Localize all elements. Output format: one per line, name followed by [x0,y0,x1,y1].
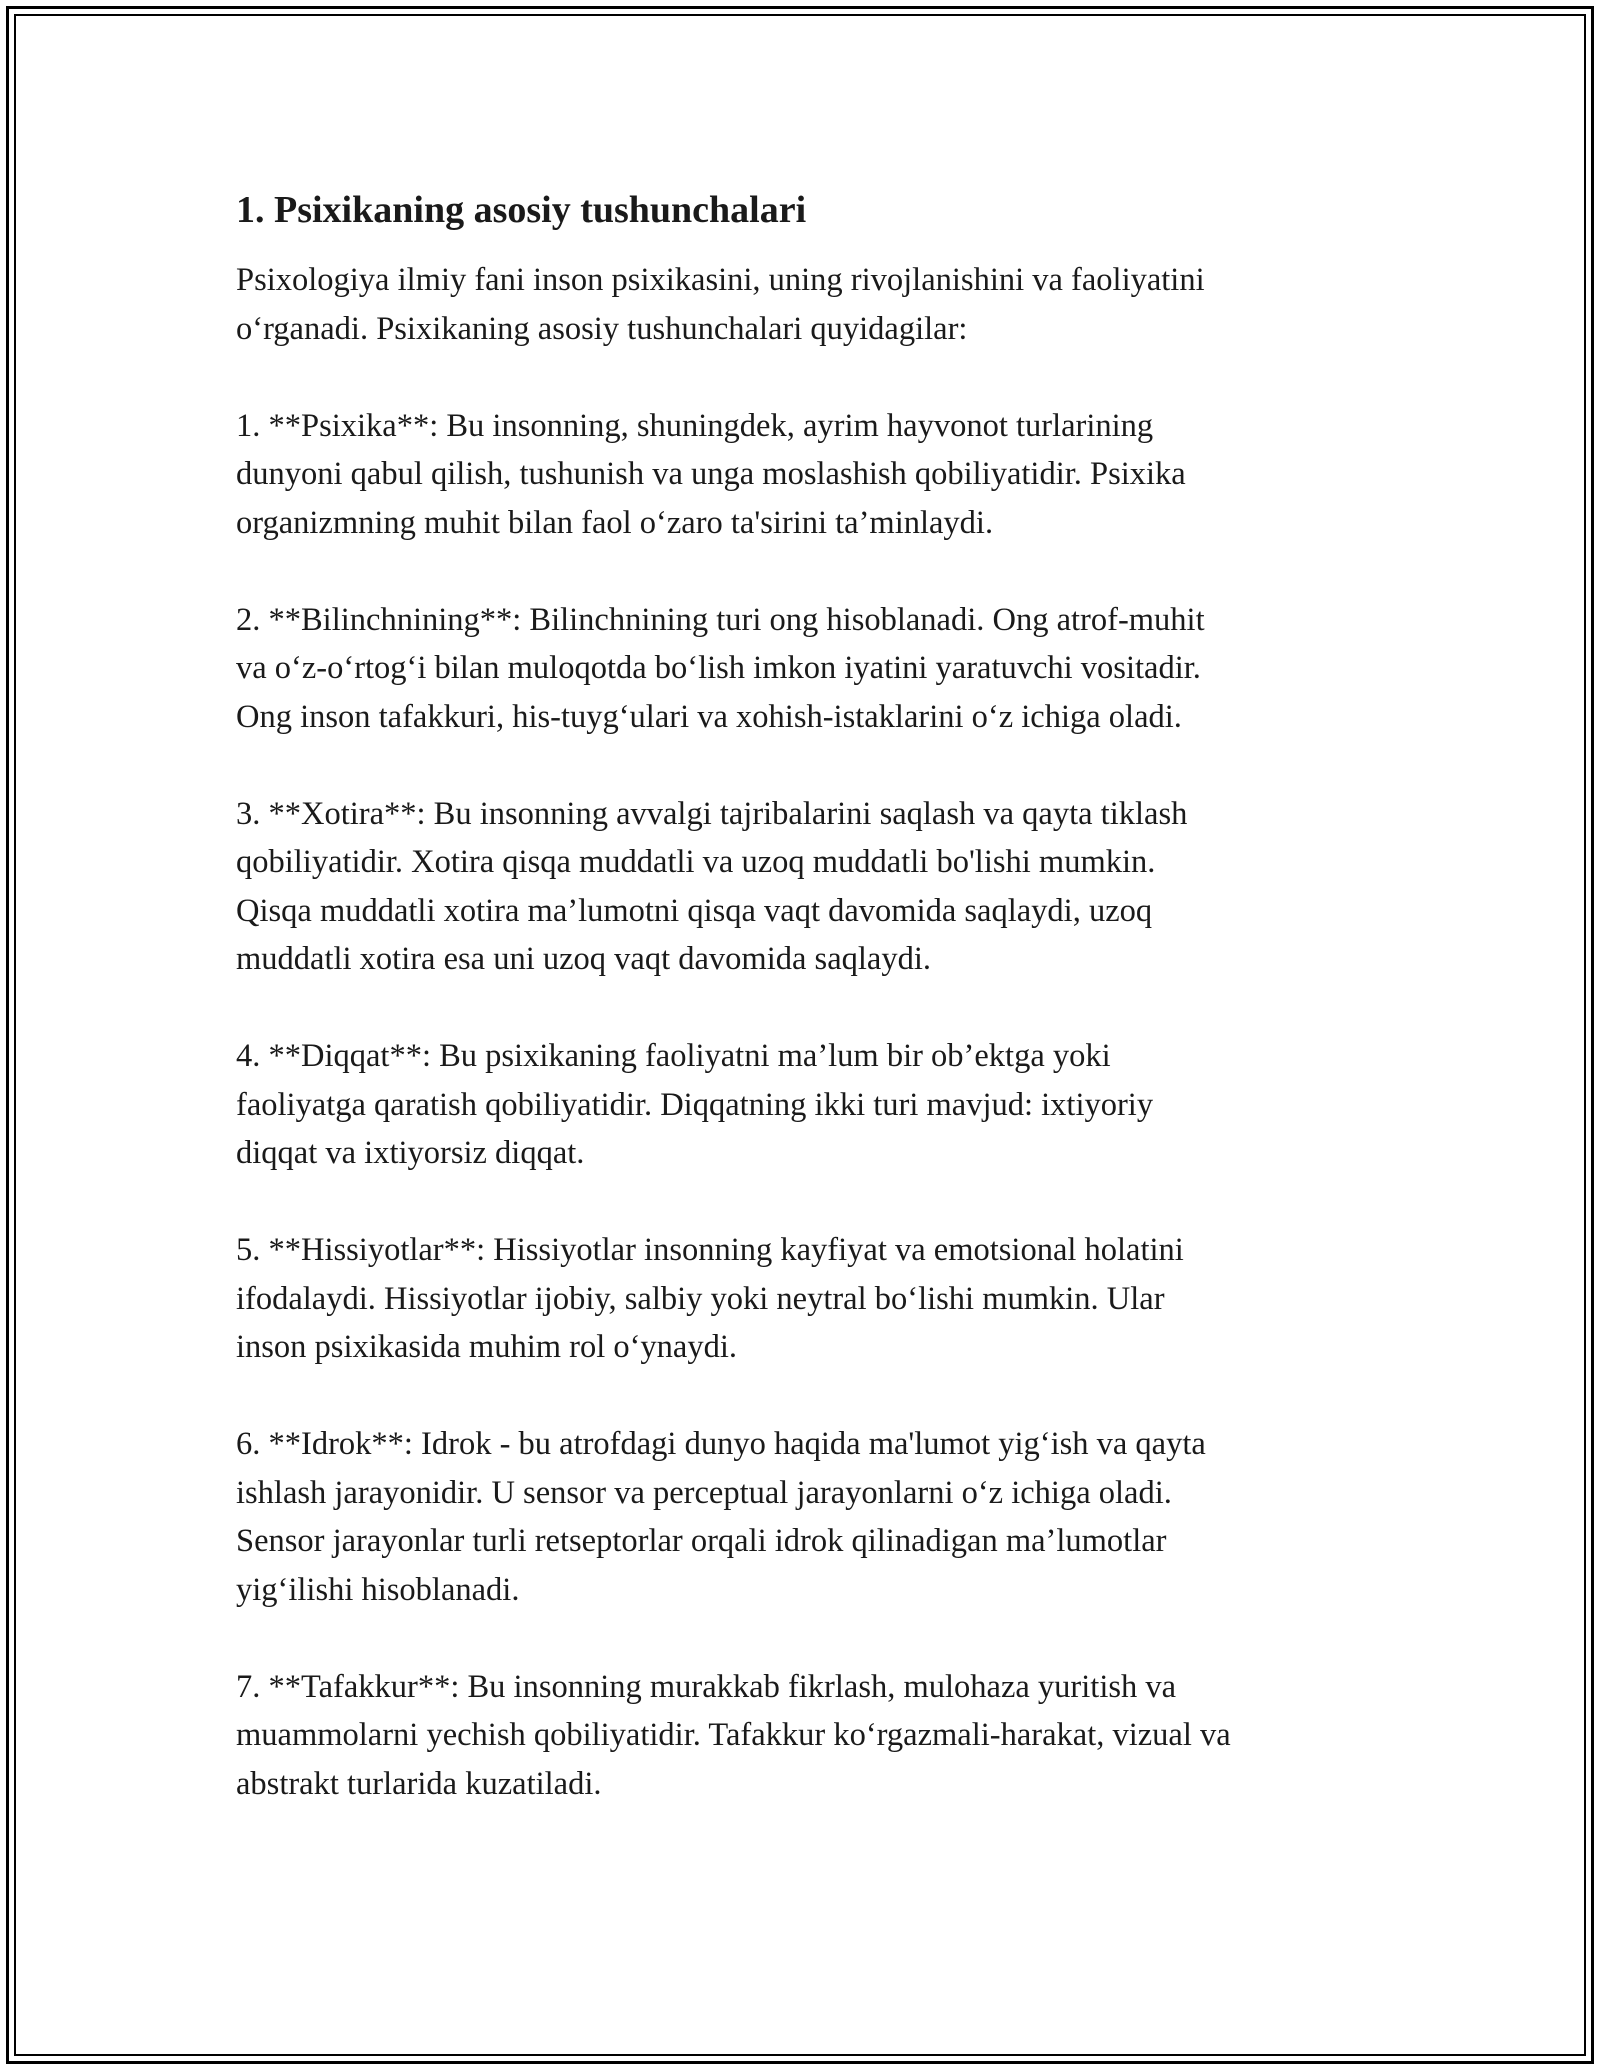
list-item-tafakkur: 7. **Tafakkur**: Bu insonning murakkab fikrlash, mulohaza yuritish va muammolarni yechish qobiliyatidir. Tafakkur ko‘rgazmali-harakat, vizual va abstrakt turlarida kuzatiladi. [236,1668,1231,1802]
list-item-xotira: 3. **Xotira**: Bu insonning avvalgi tajribalarini saqlash va qayta tiklash qobiliyatidir. Xotira qisqa muddatli va uzoq muddatli bo'lishi mumkin. Qisqa muddatli xotira ma’lumotni qisqa vaqt davomida saqlaydi, uzoq muddatli xotira esa uni uzoq vaqt davomida saqlaydi. [236,795,1188,977]
list-item-diqqat: 4. **Diqqat**: Bu psixikaning faoliyatni ma’lum bir ob’ektga yoki faoliyatga qaratish qobiliyatidir. Diqqatning ikki turi mavjud: ixtiyoriy diqqat va ixtiyorsiz diqqat. [236,1038,1154,1171]
document-body [236,186,1376,1857]
list-item-bilinchnining: 2. **Bilinchnining**: Bilinchnining turi ong hisoblanadi. Ong atrof-muhit va o‘z-o‘rtog‘i bilan muloqotda bo‘lish imkon iyatini yaratuvchi vositadir. Ong inson tafakkuri, his-tuyg‘ulari va xohish-istaklarini o‘z ichiga oladi. [236,601,1205,735]
list-item-hissiyotlar: 5. **Hissiyotlar**: Hissiyotlar insonning kayfiyat va emotsional holatini ifodalaydi. Hissiyotlar ijobiy, salbiy yoki neytral bo‘lishi mumkin. Ular inson psixikasida muhim rol o‘ynaydi. [236,1232,1184,1365]
list-item-psixika: 1. **Psixika**: Bu insonning, shuningdek, ayrim hayvonot turlarining dunyoni qabul qilish, tushunish va unga moslashish qobiliyatidir. Psixika organizmning muhit bilan faol o‘zaro ta'sirini ta’minlaydi. [236,407,1186,541]
list-item-idrok: 6. **Idrok**: Idrok - bu atrofdagi dunyo haqida ma'lumot yig‘ish va qayta ishlash jarayonidir. U sensor va perceptual jarayonlarni o‘z ichiga oladi. Sensor jarayonlar turli retseptorlar orqali idrok qilinadigan ma’lumotlar yig‘ilishi hisoblanadi. [236,1426,1206,1608]
document-title: 1. Psixikaning asosiy tushunchalari [236,189,807,231]
intro-paragraph: Psixologiya ilmiy fani inson psixikasini, uning rivojlanishini va faoliyatini o‘rganadi. Psixikaning asosiy tushunchalari quyidagilar: [236,262,1205,347]
